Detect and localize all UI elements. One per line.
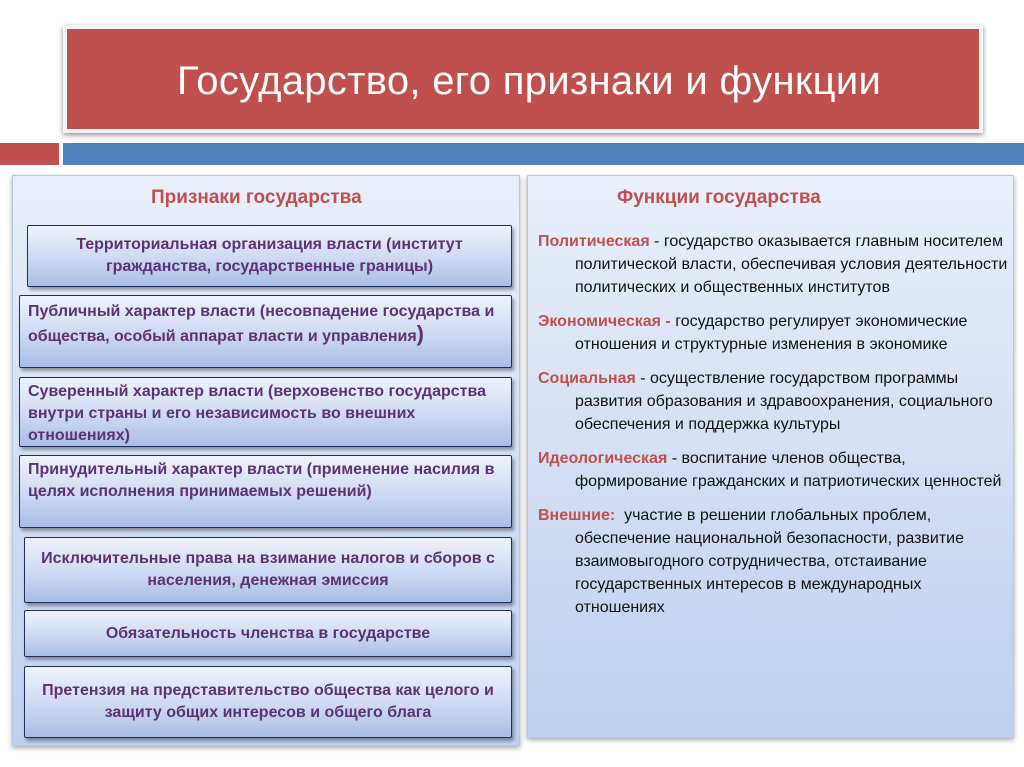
function-political bbox=[538, 230, 1008, 299]
signs-heading: Признаки государства bbox=[151, 187, 362, 208]
sign-item-text: Суверенный характер власти (верховенство государства внутри страны и его независимость во внешних отношениях) bbox=[28, 383, 487, 444]
sign-item-7 bbox=[24, 666, 512, 738]
function-separator bbox=[615, 507, 624, 524]
sign-item-text: Принудительный характер власти (применение насилия в целях исполнения принимаемых решений) bbox=[28, 461, 495, 500]
function-name: Экономическая - bbox=[538, 313, 671, 330]
sign-item-paren: ) bbox=[416, 321, 424, 346]
sign-item-4 bbox=[19, 455, 512, 528]
sign-item-text: Обязательность членства в государстве bbox=[105, 624, 431, 642]
decor-stripe-blue bbox=[63, 143, 1024, 165]
function-separator: - bbox=[667, 450, 682, 467]
function-name: Политическая bbox=[538, 233, 650, 250]
function-text: воспитание членов общества, формирование гражданских и патриотических ценностей bbox=[575, 450, 1002, 490]
function-name: Идеологическая bbox=[538, 450, 668, 467]
sign-item-2 bbox=[19, 295, 512, 368]
functions-list bbox=[538, 230, 1008, 630]
function-separator: - bbox=[649, 233, 664, 250]
function-ideological bbox=[538, 447, 1008, 493]
function-external bbox=[538, 504, 1008, 619]
function-social bbox=[538, 367, 1008, 436]
sign-item-text: Исключительные права на взимание налогов и сборов с населения, денежная эмиссия bbox=[41, 550, 495, 589]
function-text: участие в решении глобальных проблем, обеспечение национальной безопасности, развитие взаимовыгодного сотрудничества, отстаивание государственных интересов в международных отношениях bbox=[575, 507, 965, 616]
function-separator: - bbox=[635, 370, 651, 387]
signs-panel bbox=[12, 175, 520, 746]
title-banner bbox=[63, 25, 983, 133]
function-text: осуществление государством программы развития образования и здравоохранения, социального обеспечения и поддержка культуры bbox=[575, 370, 993, 433]
function-text: государство оказывается главным носителем политической власти, обеспечивая условия деятельности политических и общественных институтов bbox=[575, 233, 1008, 296]
sign-item-1 bbox=[27, 225, 512, 287]
sign-item-3 bbox=[19, 377, 512, 447]
function-text: государство регулирует экономические отношения и структурные изменения в экономике bbox=[575, 313, 968, 353]
function-economic bbox=[538, 310, 1008, 356]
slide-title: Государство, его признаки и функции bbox=[177, 59, 882, 103]
functions-panel bbox=[527, 175, 1014, 738]
functions-heading: Функции государства bbox=[617, 187, 821, 208]
decor-stripe-red bbox=[0, 143, 59, 165]
sign-item-6 bbox=[24, 610, 512, 657]
function-name: Социальная bbox=[538, 370, 636, 387]
sign-item-text: Претензия на представительство общества как целого и защиту общих интересов и общего блага bbox=[42, 682, 494, 721]
sign-item-text: Территориальная организация власти (институт гражданства, государственные границы) bbox=[76, 236, 463, 275]
sign-item-text: Публичный характер власти (несовпадение государства и общества, особый аппарат власти и управления bbox=[28, 303, 495, 345]
sign-item-5 bbox=[24, 537, 512, 603]
function-name: Внешние: bbox=[538, 507, 616, 524]
